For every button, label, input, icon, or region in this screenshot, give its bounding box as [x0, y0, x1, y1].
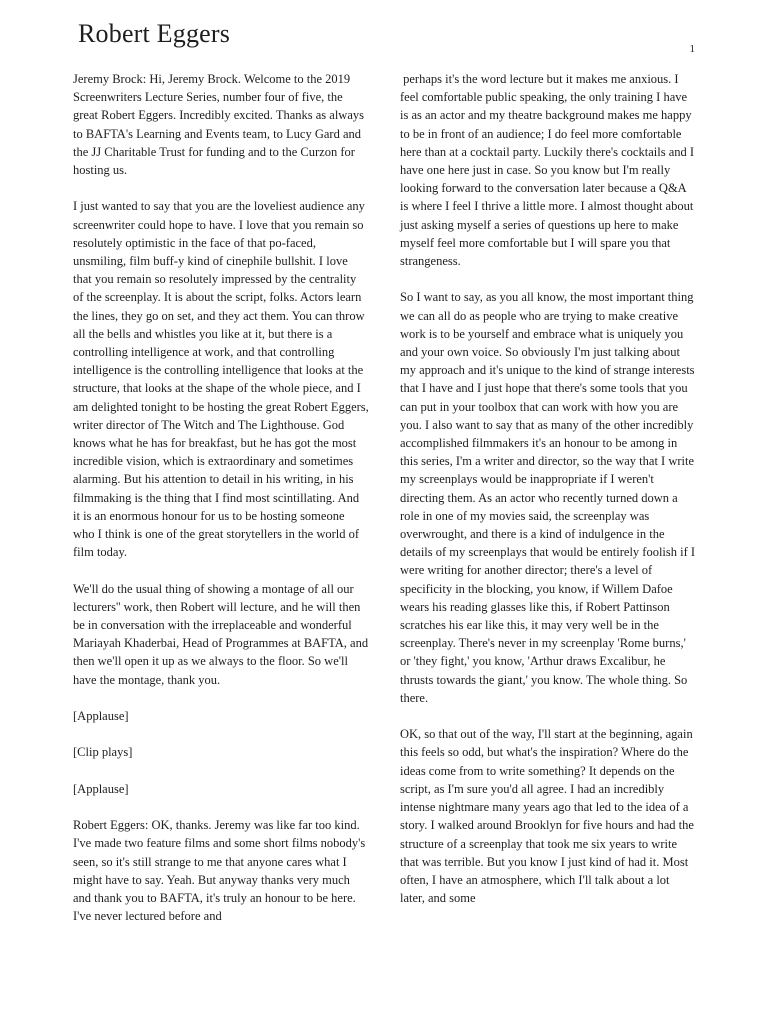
paragraph-eggers-inspiration: OK, so that out of the way, I'll start at the beginning, again this feels so odd, but what's the inspiration? Where do the ideas come from to write something? It depends on the script, as I'm sure you'd all agree. I had an incredibly intense nightmare many years ago that led to the idea of a story. I walked around Brooklyn for five hours and had the structure of a screenplay that took me six years to write that was terrible. But you know I just kind of had it. Most often, I have an atmosphere, which I'll talk about a lot later, and some: [400, 727, 694, 906]
page-title: Robert Eggers: [78, 19, 231, 48]
paragraph-brock-intro: Jeremy Brock: Hi, Jeremy Brock. Welcome to the 2019 Screenwriters Lecture Series, number four of five, the great Robert Eggers. Incredibly excited. Thanks as always to BAFTA's Learning and Events team, to Lucy Gard and the JJ Charitable Trust for funding and to the Curzon for hosting us.: [73, 72, 364, 178]
stage-direction-applause: [Applause]: [73, 709, 129, 724]
stage-direction-clip-plays: [Clip plays]: [73, 745, 133, 760]
page-number: 1: [689, 43, 695, 55]
paragraph-eggers-anxious: perhaps it's the word lecture but it makes me anxious. I feel comfortable public speaking, the only training I have is as an actor and my theatre background makes me happy to be in front of an audience; I do feel more comfortable here than at a cocktail party. Luckily there's cocktails and I have one here just in case. So you know but I'm really looking forward to the conversation later because a Q&A is where I feel I thrive a little more. I almost thought about just asking myself a series of questions up here to make myself feel more comfortable but I will spare you that strangeness.: [400, 72, 698, 269]
left-column: [73, 70, 369, 944]
paragraph-brock-audience: I just wanted to say that you are the loveliest audience any screenwriter could hope to have. I love that you remain so resolutely optimistic in the face of that po-faced, unsmiling, film buff-y kind of cinephile bullshit. I love that you remain so resolutely impressed by the centrality of the screenplay. It is about the script, folks. Actors learn the lines, they go on set, and they act them. You can throw all the bells and whistles you like at it, but there is a controlling intelligence at work, and that controlling intelligence is the controlling intelligence that looks at the structure, that looks at the shape of the whole piece, and I am delighted tonight to be hosting the great Robert Eggers, writer director of The Witch and The Lighthouse. God knows what he has for breakfast, but he has got the most incredible vision, which is extraordinary and sometimes alarming. But his attention to detail in his writing, in his filmmaking is the thing that I find most scintillating. And it is an enormous honour for us to be hosting someone who I think is one of the great storytellers in the world of film today.: [73, 199, 369, 560]
right-column: [400, 70, 696, 926]
paragraph-brock-montage: We'll do the usual thing of showing a montage of all our lecturers'' work, then Robert will lecture, and he will then be in conversation with the irreplaceable and wonderful Mariayah Khaderbai, Head of Programmes at BAFTA, and then we'll open it up as we always to the floor. So we'll have the montage, thank you.: [73, 581, 369, 687]
paragraph-eggers-opening: Robert Eggers: OK, thanks. Jeremy was like far too kind. I've made two feature films and some short films nobody's seen, so it's still strange to me that anyone cares what I might have to say. Yeah. But anyway thanks very much and thank you to BAFTA, it's truly an honour to be here. I've never lectured before and: [73, 818, 366, 924]
stage-direction-applause: [Applause]: [73, 781, 129, 796]
paragraph-eggers-approach: So I want to say, as you all know, the most important thing we can all do as people who are trying to make creative work is to be yourself and embrace what is uniquely you and your own voice. So obviously I'm just talking about my approach and it's unique to the kind of strange interests that I have and I just hope that there's some tools that you can put in your toolbox that can work with how you are you. I also want to say that as many of the other incredibly accomplished filmmakers it's an honour to be among in this series, I'm a writer and director, so the way that I write my screenplays would be inappropriate if I weren't directing them. As an actor who recently turned down a role in one of my movies said, the screenplay was overwrought, and there is a kind of indulgence in the details of my screenplays that would be entirely foolish if I were writing for another director; there's a level of specificity in the blocking, you know, if Willem Dafoe wears his reading glasses like this, if Robert Pattinson scratches his ear like this, it may very well be in the screenplay. There's never in my screenplay 'Rome burns,' or 'they fight,' you know, 'Arthur draws Excalibur, he thrusts towards the giant,' you know. The whole thing. So there.: [400, 290, 696, 705]
